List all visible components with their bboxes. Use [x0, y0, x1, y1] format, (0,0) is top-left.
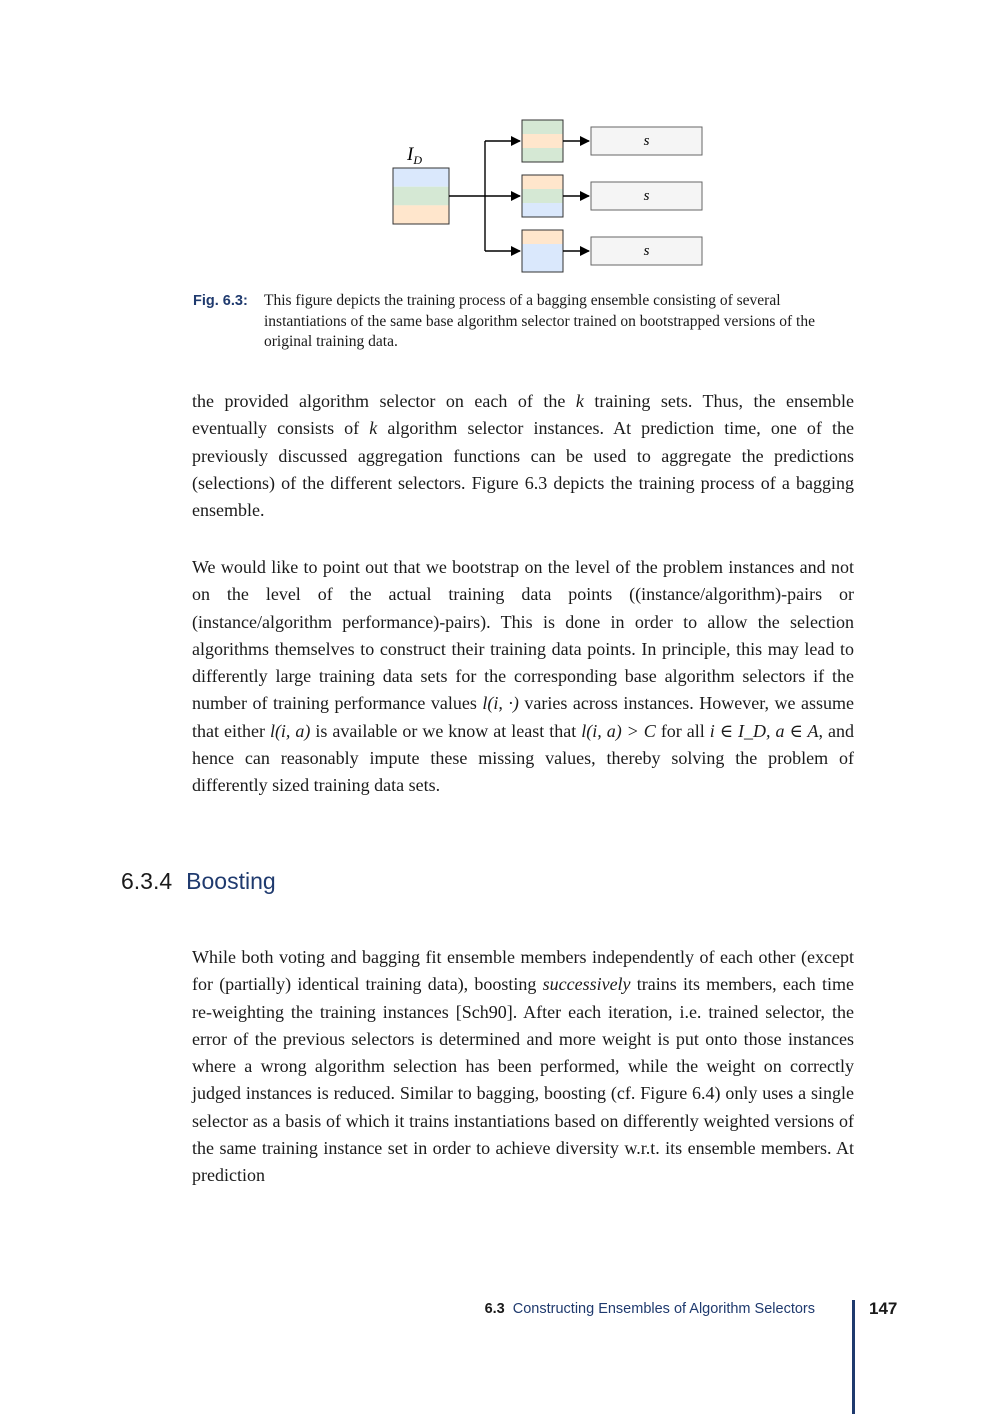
figure-caption — [193, 291, 855, 353]
selector-box-1 — [591, 127, 702, 155]
dataset-label: $I_D$ — [407, 144, 422, 167]
bootstrap-arrows — [449, 141, 520, 251]
emphasis-successively: successively — [542, 974, 631, 995]
caption-label: Fig. 6.3: — [193, 293, 248, 309]
footer-section-title: Constructing Ensembles of Algorithm Selectors — [512, 1301, 815, 1317]
selector-label: s — [643, 243, 650, 259]
dataset-stripe-blue — [393, 168, 449, 187]
selector-label: s — [643, 133, 650, 149]
math-k: k — [575, 391, 584, 411]
selector-box-2 — [591, 182, 702, 210]
math-l-i-dot: l(i, ·) — [482, 693, 519, 714]
dataset-stripe-green — [393, 187, 449, 206]
footer-rule — [852, 1300, 855, 1414]
dataset-block — [393, 168, 449, 224]
bootstrap-sample-2 — [522, 175, 563, 217]
math-membership: i ∈ I_D, a ∈ A — [709, 720, 819, 741]
paragraph-boosting: While both voting and bagging fit ensemble members independently of each other (except for (partially) identical training data), boosting successively trains its members, each time re-weighting the training instances [Sch90]. After each iteration, i.e. trained selector, the error of the previous selectors is determined and more weight is put onto those instances where a wrong algorithm selection has been performed, while the weight on correctly judged instances is reduced. Similar to bagging, boosting (cf. Figure 6.4) only uses a single selector as a basis of which it trains instantiations based on differently weighted versions of the same training instance set in order to achieve diversity w.r.t. its ensemble members. At prediction — [192, 947, 854, 1186]
math-l-i-a: l(i, a) — [269, 720, 311, 741]
running-footer — [485, 1301, 815, 1317]
train-arrows — [563, 141, 589, 251]
selector-box-3 — [591, 237, 702, 265]
bagging-figure — [385, 112, 715, 280]
bootstrap-sample-1 — [522, 120, 563, 162]
math-l-greater-c: l(i, a) > C — [581, 720, 656, 741]
dataset-stripe-orange — [393, 205, 449, 224]
caption-text: This figure depicts the training process of a bagging ensemble consisting of several instantiations of the same base algorithm selector trained on bootstrapped versions of the original training data. — [264, 292, 815, 350]
math-k: k — [369, 418, 378, 439]
section-title: Boosting — [186, 868, 276, 894]
footer-section-number: 6.3 — [484, 1301, 505, 1317]
paragraph-bootstrap-level: We would like to point out that we bootstrap on the level of the problem instances and not on the level of the actual training data points ((instance/algorithm)-pairs or (instance/algorithm performance)-pairs). This is done in order to allow the selection algorithms themselves to construct their training data points. In principle, this may lead to differently large training data sets for the corresponding base algorithm selectors if the number of training performance values l(i, ·) varies across instances. However, we assume that either l(i, a) is available or we know at least that l(i, a) > C for all i ∈ I_D, a ∈ A, and hence can reasonably impute these missing values, thereby solving the problem of differently sized training data sets. — [192, 557, 855, 796]
selector-label: s — [643, 188, 650, 204]
bootstrap-sample-3 — [522, 230, 563, 272]
section-number: 6.3.4 — [121, 868, 173, 894]
paragraph-bagging-intro: the provided algorithm selector on each of the k training sets. Thus, the ensemble eventually consists of k algorithm selector instances. At prediction time, one of the previously discussed aggregation functions can be used to aggregate the predictions (selections) of the different selectors. Figure 6.3 depicts the training process of a bagging ensemble. — [192, 391, 854, 521]
page-number: 147 — [869, 1299, 898, 1318]
section-heading — [121, 868, 276, 895]
